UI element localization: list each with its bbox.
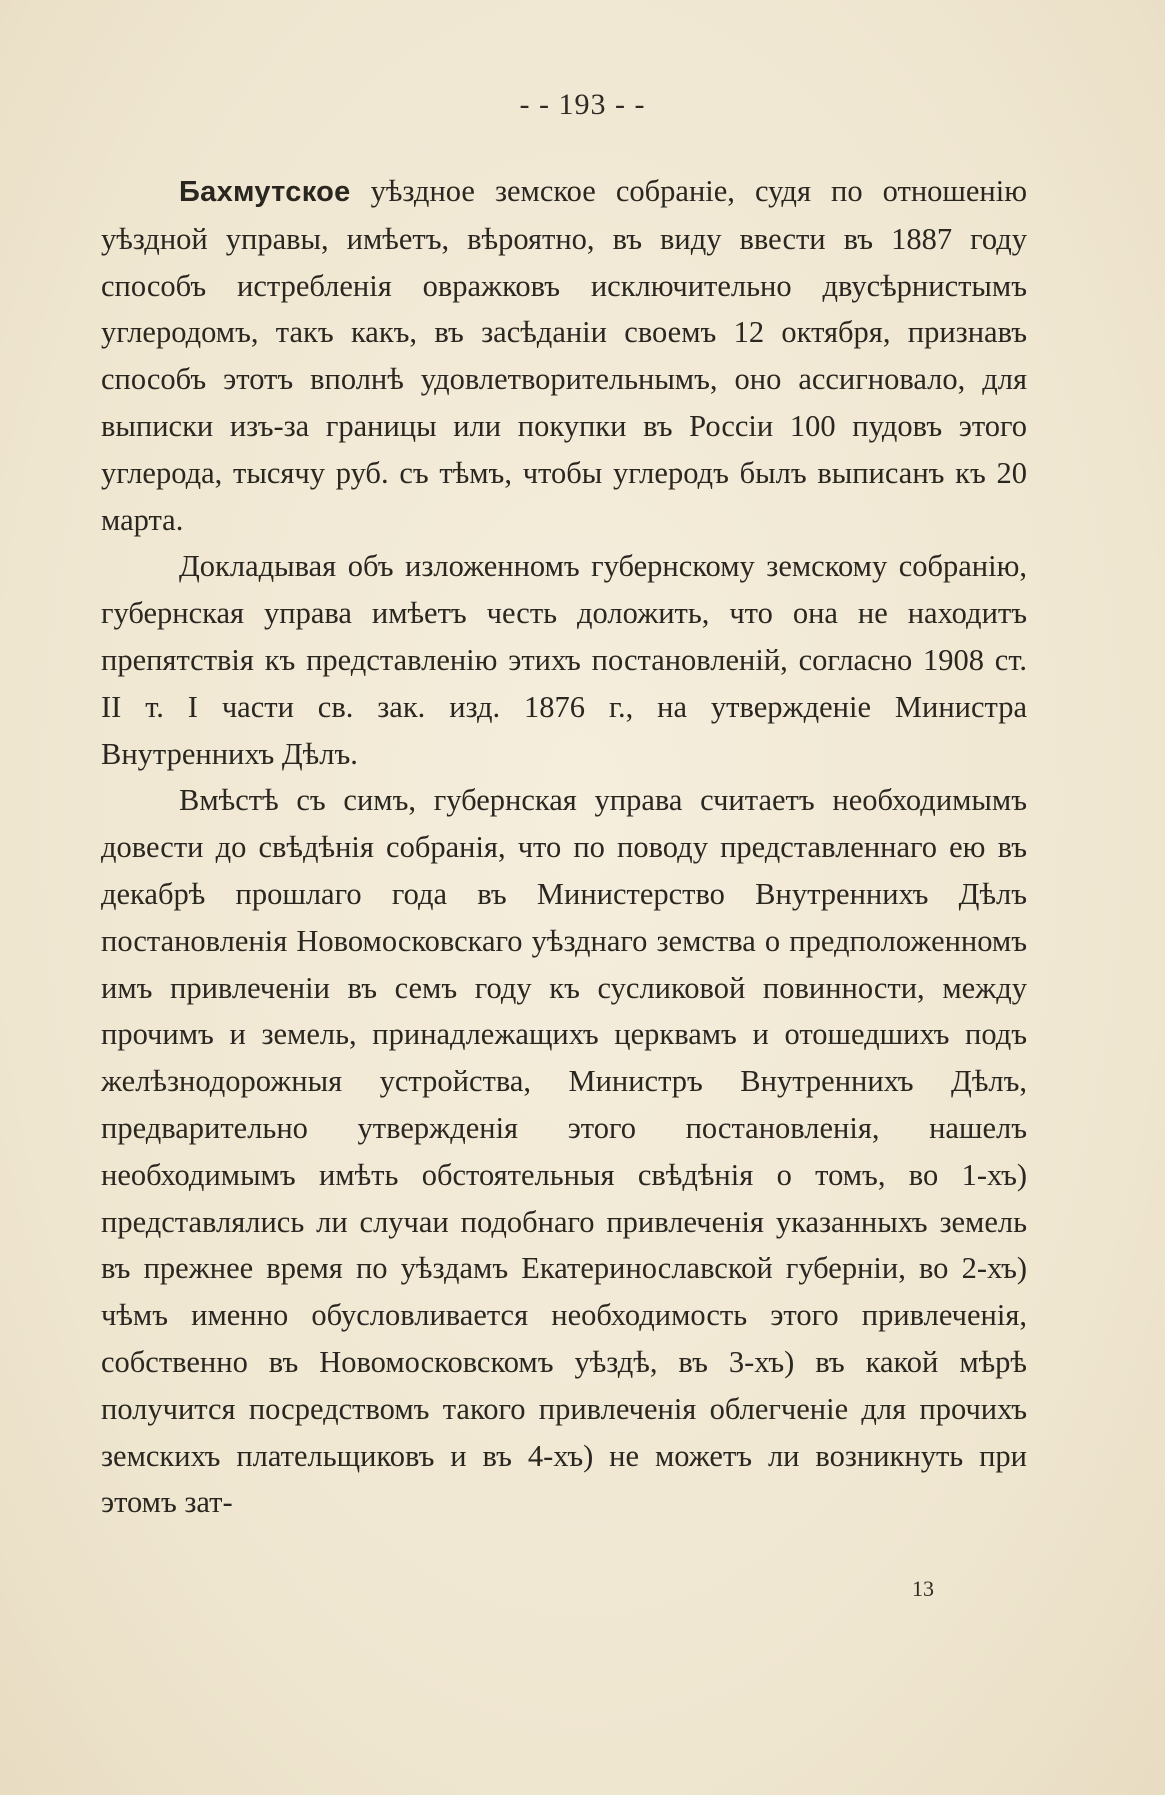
printer-signature-mark: 13 (912, 1576, 934, 1601)
paragraph-3 (101, 777, 1027, 1526)
paragraph-3-text: Вмѣстѣ съ симъ, губернская управа считаетъ необходимымъ довести до свѣдѣнія собранія, что по поводу представленнаго ею въ декабрѣ прошлаго года въ Министерство Внутреннихъ Дѣлъ постановленія Новомосковскаго уѣзднаго земства о предположенномъ имъ привлеченіи въ семъ году къ сусликовой повинности, между прочимъ и земель, принадлежащихъ церквамъ и отошедшихъ подъ желѣзнодорожныя устройства, Министръ Внутреннихъ Дѣлъ, предварительно утвержденія этого постановленія, нашелъ необходимымъ имѣть обстоятельныя свѣдѣнія о томъ, во 1-хъ) представлялись ли случаи подобнаго привлеченія указанныхъ земель въ прежнее время по уѣздамъ Екатеринославской губерніи, во 2-хъ) чѣмъ именно обусловливается необходимость этого привлеченія, собственно въ Новомосковскомъ уѣздѣ, въ 3-хъ) въ какой мѣрѣ получится посредствомъ такого привлеченія облегченіе для прочихъ земскихъ плательщиковъ и въ 4-хъ) не можетъ ли возникнуть при этомъ зат- (101, 783, 1027, 1520)
paragraph-2 (101, 543, 1027, 777)
paragraph-1-lead-word: Бахмутское (179, 176, 351, 208)
paragraph-2-text: Докладывая объ изложенномъ губернскому земскому собранію, губернская управа имѣетъ честь доложить, что она не находитъ препятствія къ представленію этихъ постановленій, согласно 1908 ст. II т. I части св. зак. изд. 1876 г., на утвержденіе Министра Внутреннихъ Дѣлъ. (101, 549, 1027, 771)
paragraph-1-text: уѣздное земское собраніе, судя по отношенію уѣздной управы, имѣетъ, вѣроятно, въ виду ввести въ 1887 году способъ истребленія овражковъ исключительно двусѣрнистымъ углеродомъ, такъ какъ, въ засѣданіи своемъ 12 октября, признавъ способъ этотъ вполнѣ удовлетворительнымъ, оно ассигновало, для выписки изъ-за границы или покупки въ Россіи 100 пудовъ этого углерода, тысячу руб. съ тѣмъ, чтобы углеродъ былъ выписанъ къ 20 марта. (101, 174, 1027, 537)
page-number: - - 193 - - (519, 88, 646, 121)
body-text (101, 168, 1027, 1526)
paragraph-1 (101, 168, 1027, 543)
